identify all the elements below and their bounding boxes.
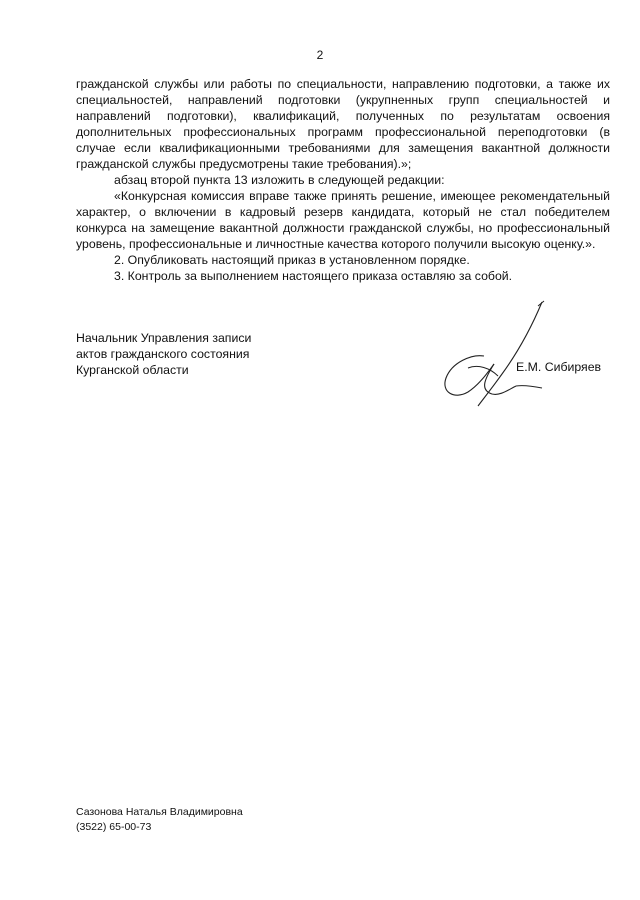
body-paragraph-item-2: 2. Опубликовать настоящий приказ в установленном порядке. <box>114 253 470 267</box>
body-paragraph-continuation: гражданской службы или работы по специальности, направлению подготовки, а также их специальностей, направлений подготовки (укрупненных групп специальностей и направлений подготовки), квалификаций, полученных по результатам освоения дополнительных профессиональных программ профессиональной переподготовки (в случае если квалификационными требованиями для замещения вакантной должности гражданской службы предусмотрены такие требования).»; <box>76 77 610 171</box>
signatory-position-line: Начальник Управления записи <box>76 331 252 345</box>
signatory-position-line: Курганской области <box>76 363 189 377</box>
signatory-position <box>76 330 251 378</box>
body-paragraph-quoted-text: «Конкурсная комиссия вправе также принять решение, имеющее рекомендательный характер, о включении в кадровый резерв кандидата, который не стал победителем конкурса на замещение вакантной должности гражданской службы, но профессиональный уровень, профессиональные и личностные качества которого получили высокую оценку.». <box>76 189 610 251</box>
body-paragraph-item-3: 3. Контроль за выполнением настоящего приказа оставляю за собой. <box>114 269 513 283</box>
contact-phone: (3522) 65-00-73 <box>76 821 152 833</box>
page-number: 2 <box>316 48 324 62</box>
handwritten-signature <box>438 298 548 408</box>
document-body <box>76 76 610 284</box>
contact-block <box>76 805 243 835</box>
signatory-name: Е.М. Сибиряев <box>516 360 602 374</box>
signatory-position-line: актов гражданского состояния <box>76 347 250 361</box>
contact-person: Сазонова Наталья Владимировна <box>76 806 243 818</box>
body-paragraph-amendment-intro: абзац второй пункта 13 изложить в следующей редакции: <box>114 173 445 187</box>
